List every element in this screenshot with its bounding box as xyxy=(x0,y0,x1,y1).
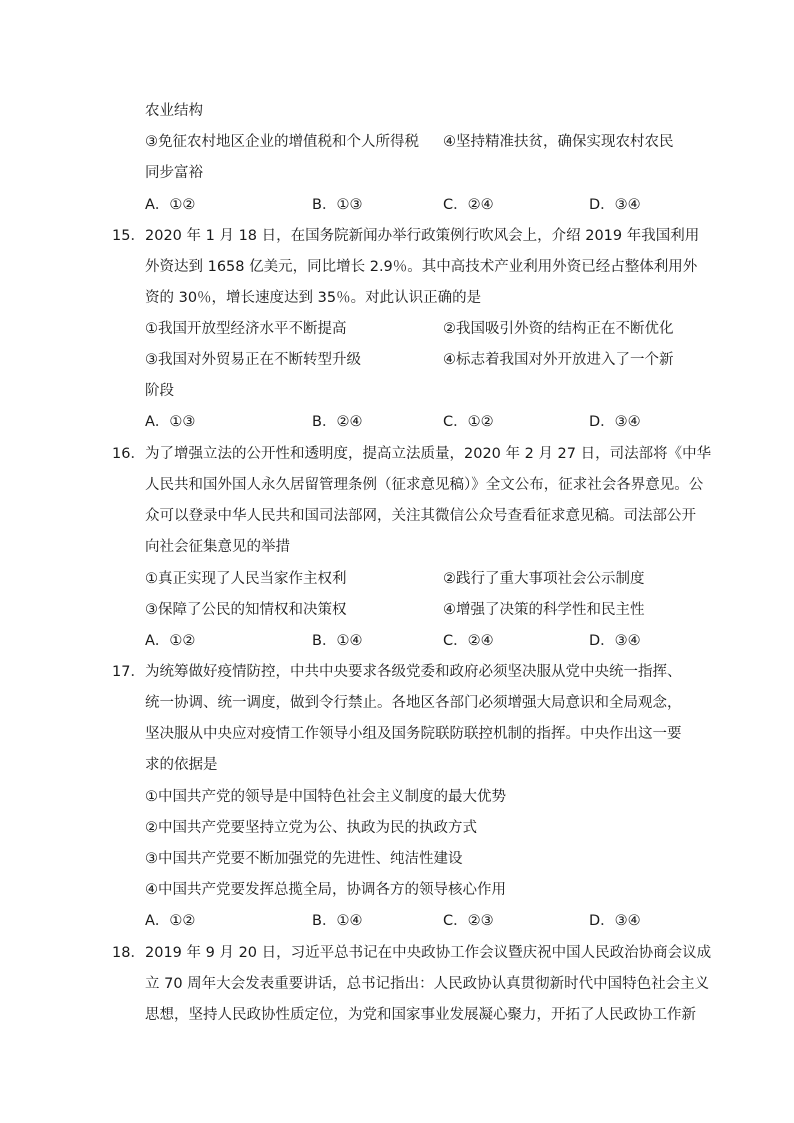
q16-stem-line-2: 人民共和国外国人永久居留管理条例（征求意见稿）》全文公布，征求社会各界意见。公 xyxy=(145,477,704,493)
q16-item-1: ①真正实现了人民当家作主权利 xyxy=(145,571,347,587)
q17-stem-text-1: 为统筹做好疫情防控，中共中央要求各级党委和政府必须坚决服从党中央统一指挥、 xyxy=(145,664,682,680)
q14-option-d[interactable]: D．③④ xyxy=(589,197,641,213)
q14-option-c[interactable]: C．②④ xyxy=(443,197,494,213)
q14-item-3: ③免征农村地区企业的增值税和个人所得税 xyxy=(145,134,419,150)
q17-option-d[interactable]: D．③④ xyxy=(589,913,641,929)
q16-option-b[interactable]: B．①④ xyxy=(312,633,363,649)
q17-item-2: ②中国共产党要坚持立党为公、执政为民的执政方式 xyxy=(145,820,477,836)
q16-option-c[interactable]: C．②④ xyxy=(443,633,494,649)
q15-option-d[interactable]: D．③④ xyxy=(589,414,641,430)
q17-option-a[interactable]: A．①② xyxy=(145,913,196,929)
q16-stem-line-1 xyxy=(112,444,711,464)
q14-item-4-continuation: 同步富裕 xyxy=(145,165,203,181)
q15-item-4-continuation: 阶段 xyxy=(145,383,174,399)
q15-stem-line-2: 外资达到 1658 亿美元，同比增长 2.9％。其中高技术产业利用外资已经占整体利用外 xyxy=(145,259,698,275)
q15-option-b[interactable]: B．②④ xyxy=(312,414,363,430)
q16-item-4: ④增强了决策的科学性和民主性 xyxy=(443,602,645,618)
q18-stem-line-3: 思想，坚持人民政协性质定位，为党和国家事业发展凝心聚力，开拓了人民政协工作新 xyxy=(145,1007,696,1023)
q16-option-d[interactable]: D．③④ xyxy=(589,633,641,649)
q15-option-a[interactable]: A．①③ xyxy=(145,414,196,430)
q14-option-b[interactable]: B．①③ xyxy=(312,197,363,213)
q16-item-3: ③保障了公民的知情权和决策权 xyxy=(145,602,347,618)
q15-stem-line-1 xyxy=(112,226,699,246)
q18-stem-line-2: 立 70 周年大会发表重要讲话，总书记指出：人民政协认真贯彻新时代中国特色社会主义 xyxy=(145,976,710,992)
q17-option-b[interactable]: B．①④ xyxy=(312,913,363,929)
q15-number: 15． xyxy=(112,228,145,244)
q15-stem-line-3: 资的 30％，增长速度达到 35％。对此认识正确的是 xyxy=(145,290,482,306)
q18-number: 18． xyxy=(112,945,145,961)
q16-option-a[interactable]: A．①② xyxy=(145,633,196,649)
q16-stem-text-1: 为了增强立法的公开性和透明度，提高立法质量，2020 年 2 月 27 日，司法部将《中华 xyxy=(145,446,712,462)
q17-number: 17． xyxy=(112,664,145,680)
q16-options xyxy=(145,631,665,651)
q18-stem-text-1: 2019 年 9 月 20 日，习近平总书记在中央政协工作会议暨庆祝中国人民政治协商会议成 xyxy=(145,945,712,961)
q16-stem-line-4: 向社会征集意见的举措 xyxy=(145,539,290,555)
q14-item-4: ④坚持精准扶贫，确保实现农村农民 xyxy=(443,134,674,150)
q16-stem-line-3: 众可以登录中华人民共和国司法部网，关注其微信公众号查看征求意见稿。司法部公开 xyxy=(145,508,696,524)
q18-stem-line-1 xyxy=(112,943,711,963)
q15-option-c[interactable]: C．①② xyxy=(443,414,494,430)
q17-stem-line-4: 求的依据是 xyxy=(145,757,218,773)
q15-item-1: ①我国开放型经济水平不断提高 xyxy=(145,321,347,337)
q17-stem-line-3: 坚决服从中央应对疫情工作领导小组及国务院联防联控机制的指挥。中央作出这一要 xyxy=(145,726,682,742)
q15-options xyxy=(145,412,665,432)
q15-item-2: ②我国吸引外资的结构正在不断优化 xyxy=(443,321,674,337)
q17-item-4: ④中国共产党要发挥总揽全局，协调各方的领导核心作用 xyxy=(145,882,506,898)
q14-stem-continuation: 农业结构 xyxy=(145,103,203,119)
q17-item-3: ③中国共产党要不断加强党的先进性、纯洁性建设 xyxy=(145,851,463,867)
q14-option-a[interactable]: A．①② xyxy=(145,197,196,213)
q17-stem-line-2: 统一协调、统一调度，做到令行禁止。各地区各部门必须增强大局意识和全局观念， xyxy=(145,695,682,711)
q16-number: 16． xyxy=(112,446,145,462)
q15-stem-text-1: 2020 年 1 月 18 日，在国务院新闻办举行政策例行吹风会上，介绍 2019 年我国利用 xyxy=(145,228,700,244)
q17-option-c[interactable]: C．②③ xyxy=(443,913,494,929)
q17-item-1: ①中国共产党的领导是中国特色社会主义制度的最大优势 xyxy=(145,789,506,805)
q17-stem-line-1 xyxy=(112,662,682,682)
q14-options xyxy=(145,195,665,215)
q16-item-2: ②践行了重大事项社会公示制度 xyxy=(443,571,645,587)
q15-item-3: ③我国对外贸易正在不断转型升级 xyxy=(145,352,361,368)
q15-item-4: ④标志着我国对外开放进入了一个新 xyxy=(443,352,674,368)
q17-options xyxy=(145,911,665,931)
